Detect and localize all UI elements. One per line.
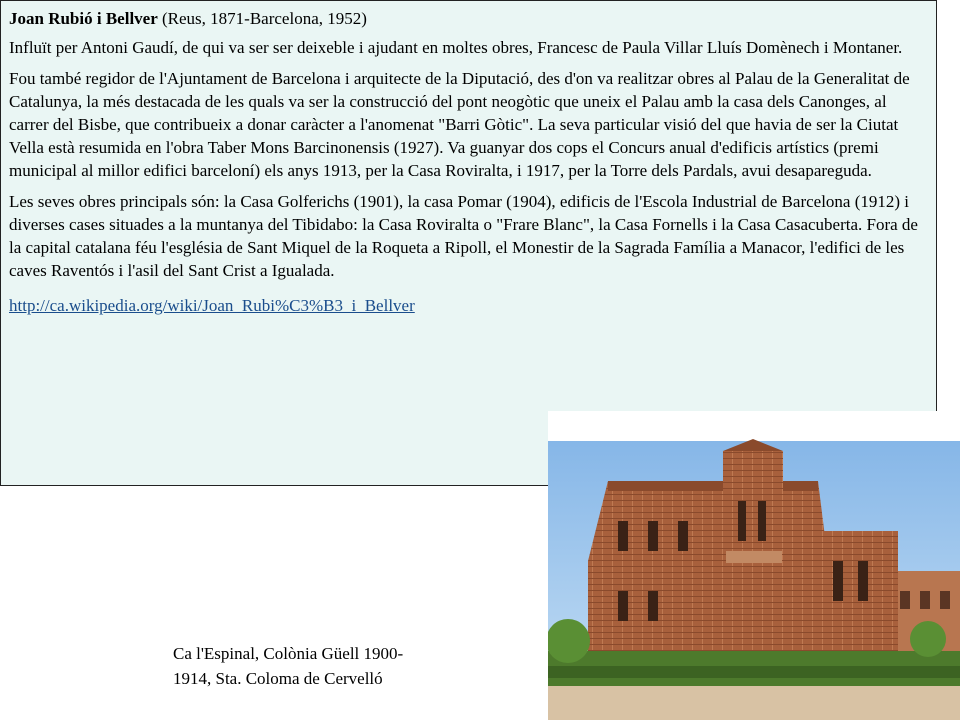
- architect-name: Joan Rubió i Bellver: [9, 9, 158, 28]
- ca-lespinal-building-image: [548, 411, 960, 720]
- bio-paragraph-career: Fou també regidor de l'Ajuntament de Barcelona i arquitecte de la Diputació, des d'on va realitzar obres al Palau de la Generalitat de Catalunya, la més destacada de les quals va ser la construcció del pont neogòtic que uneix el Palau amb la casa dels Canonges, al carrer del Bisbe, que contribueix a donar caràcter a l'anomenat "Barri Gòtic". La seva particular visió del que havia de ser la Ciutat Vella està resumida en l'obra Taber Mons Barcinonensis (1927). Va guanyar dos cops el Concurs anual d'edificis artístics (premi municipal al millor edifici barceloní) els anys 1913, per la Casa Roviralta, i 1917, per la Torre dels Pardals, avui desapareguda.: [9, 69, 910, 180]
- wikipedia-link[interactable]: http://ca.wikipedia.org/wiki/Joan_Rubi%C3%B3_i_Bellver: [9, 296, 415, 315]
- building-photo: [548, 411, 960, 720]
- caption-line-2: 1914, Sta. Coloma de Cervelló: [173, 669, 383, 688]
- bio-heading: [9, 7, 929, 30]
- bio-paragraph-works: Les seves obres principals són: la Casa Golferichs (1901), la casa Pomar (1904), edificis de l'Escola Industrial de Barcelona (1912) i diverses cases situades a la muntanya del Tibidabo: la Casa Roviralta o "Frare Blanc", la Casa Fornells i la Casa Casacuberta. Fora de la capital catalana féu l'església de Sant Miquel de la Roqueta a Ripoll, el Monestir de la Sagrada Família a Manacor, l'edifici de les caves Raventós i l'asil del Sant Crist a Igualada.: [9, 192, 918, 280]
- caption-line-1: Ca l'Espinal, Colònia Güell 1900-: [173, 644, 404, 663]
- bio-paragraph-influence: Influït per Antoni Gaudí, de qui va ser ser deixeble i ajudant en moltes obres, Francesc de Paula Villar Lluís Domènech i Montaner.: [9, 38, 903, 57]
- photo-caption: [173, 641, 473, 691]
- architect-dates: (Reus, 1871-Barcelona, 1952): [157, 9, 367, 28]
